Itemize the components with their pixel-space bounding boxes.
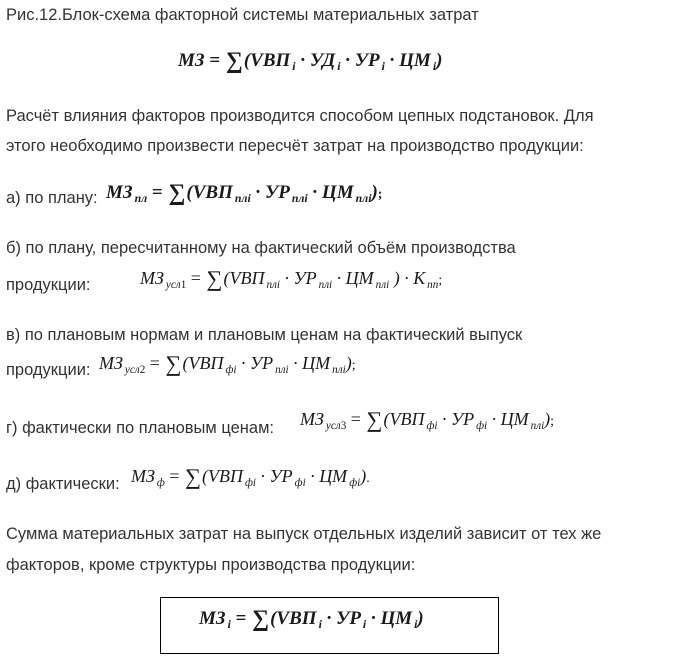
formula-lhs: МЗ	[140, 268, 164, 288]
formula-punct: .	[366, 471, 370, 486]
formula-term: (VВП	[270, 608, 317, 630]
formula-sub: ф	[156, 476, 165, 489]
formula-sub: 1	[180, 278, 187, 291]
formula-sub: i	[414, 618, 418, 632]
formula-sub: 2	[139, 363, 146, 376]
formula-term: · УР	[326, 608, 361, 630]
formula-sub: фi	[245, 476, 257, 489]
formula-term: · ЦМ	[370, 608, 413, 630]
formula-sub: пп	[427, 278, 439, 291]
paragraph-line: Расчёт влияния факторов производится способом цепных подстановок. Для	[6, 107, 594, 125]
formula-sub: плi	[530, 419, 545, 432]
formula-punct: ;	[438, 273, 443, 288]
formula-lhs: МЗ	[300, 409, 324, 429]
formula-term: · УР	[441, 409, 475, 429]
formula-term: · УР	[240, 353, 274, 373]
formula-sub: i	[318, 618, 322, 632]
sum-symbol: ∑	[225, 48, 243, 74]
formula-sub: плi	[234, 192, 251, 206]
formula-term: ) · К	[393, 268, 426, 288]
formula-lhs: МЗ	[99, 353, 123, 373]
item-b-formula	[140, 266, 442, 297]
item-c-text: продукции:	[6, 361, 91, 379]
formula-eq: =	[169, 466, 180, 486]
formula-term: )	[436, 50, 443, 72]
item-c-text: в) по плановым нормам и плановым ценам на фактический выпуск	[6, 326, 523, 344]
formula-sub: усл	[124, 363, 140, 376]
formula-lhs: МЗ	[106, 182, 133, 204]
item-c-formula	[99, 351, 356, 382]
formula-sub: усл	[325, 419, 341, 432]
formula-sub: усл	[165, 278, 181, 291]
formula-term: · УР	[255, 182, 290, 204]
formula-term: )	[417, 608, 424, 630]
formula-sub: фi	[476, 419, 488, 432]
formula-term: )	[360, 466, 367, 486]
main-formula	[178, 49, 442, 79]
sum-symbol: ∑	[168, 180, 186, 206]
formula-term: (VВП	[182, 353, 224, 373]
formula-sub: фi	[225, 363, 237, 376]
boxed-formula	[199, 607, 424, 637]
formula-eq: =	[151, 182, 163, 204]
formula-eq: =	[149, 353, 160, 373]
formula-sub: фi	[294, 476, 306, 489]
sum-symbol: ∑	[206, 265, 223, 291]
formula-sub: i	[432, 60, 437, 74]
formula-sub: i	[292, 60, 296, 74]
formula-term: (VВП	[223, 268, 265, 288]
item-a-text: а) по плану:	[6, 189, 98, 207]
figure-title: Рис.12.Блок-схема факторной системы материальных затрат	[6, 6, 479, 24]
formula-lhs: МЗ	[178, 50, 205, 72]
formula-lhs: МЗ	[131, 466, 155, 486]
formula-term: (VВП	[186, 182, 233, 204]
formula-term: · ЦМ	[491, 409, 529, 429]
formula-sub: плi	[318, 278, 333, 291]
item-e-formula	[131, 464, 370, 495]
paragraph-line: факторов, кроме структуры производства продукции:	[6, 556, 416, 574]
formula-term: )	[544, 409, 551, 429]
paragraph-line: этого необходимо произвести пересчёт затрат на производство продукции:	[6, 137, 584, 155]
formula-sub: плi	[275, 363, 289, 376]
paragraph-line: Сумма материальных затрат на выпуск отдельных изделий зависит от тех же	[6, 525, 602, 543]
formula-sub: плi	[375, 278, 390, 291]
item-b-text: б) по плану, пересчитанному на фактический объём производства	[6, 239, 516, 257]
formula-eq: =	[190, 268, 201, 288]
formula-sub: 3	[340, 419, 347, 432]
item-b-text: продукции:	[6, 276, 91, 294]
item-e-text: д) фактически:	[6, 475, 120, 493]
formula-sub: пл	[134, 192, 148, 206]
formula-term: )	[371, 182, 378, 204]
formula-term: · УР	[260, 466, 293, 486]
formula-term: (VВП	[243, 50, 291, 72]
formula-punct: ;	[377, 187, 383, 203]
formula-term: · ЦМ	[312, 182, 354, 204]
formula-punct: ;	[351, 358, 356, 373]
formula-eq: =	[209, 50, 221, 72]
formula-term: · УР	[284, 268, 317, 288]
formula-term: · УД	[300, 50, 336, 72]
formula-sub: фi	[426, 419, 438, 432]
item-a-formula	[106, 181, 382, 211]
formula-punct: ;	[550, 414, 555, 429]
formula-term: · ЦМ	[310, 466, 348, 486]
formula-sub: плi	[355, 192, 372, 206]
sum-symbol: ∑	[366, 406, 383, 432]
item-d-text: г) фактически по плановым ценам:	[6, 419, 275, 437]
formula-sub: плi	[266, 278, 280, 291]
formula-sub: i	[227, 618, 231, 632]
item-d-formula	[300, 407, 554, 438]
formula-term: · УР	[345, 50, 380, 72]
formula-term: · ЦМ	[389, 50, 431, 72]
sum-symbol: ∑	[184, 463, 202, 489]
sum-symbol: ∑	[252, 606, 270, 632]
formula-sub: i	[381, 60, 385, 74]
formula-term: · ЦМ	[293, 353, 331, 373]
formula-term: (VВП	[202, 466, 244, 486]
formula-sub: i	[362, 618, 367, 632]
formula-lhs: МЗ	[199, 608, 226, 630]
formula-sub: плi	[291, 192, 308, 206]
formula-term: · ЦМ	[336, 268, 374, 288]
formula-sub: i	[337, 60, 341, 74]
formula-eq: =	[235, 608, 247, 630]
formula-term: (VВП	[383, 409, 425, 429]
sum-symbol: ∑	[165, 350, 182, 376]
formula-sub: плi	[332, 363, 346, 376]
formula-term: )	[345, 353, 352, 373]
formula-eq: =	[350, 409, 361, 429]
formula-sub: фi	[349, 476, 361, 489]
